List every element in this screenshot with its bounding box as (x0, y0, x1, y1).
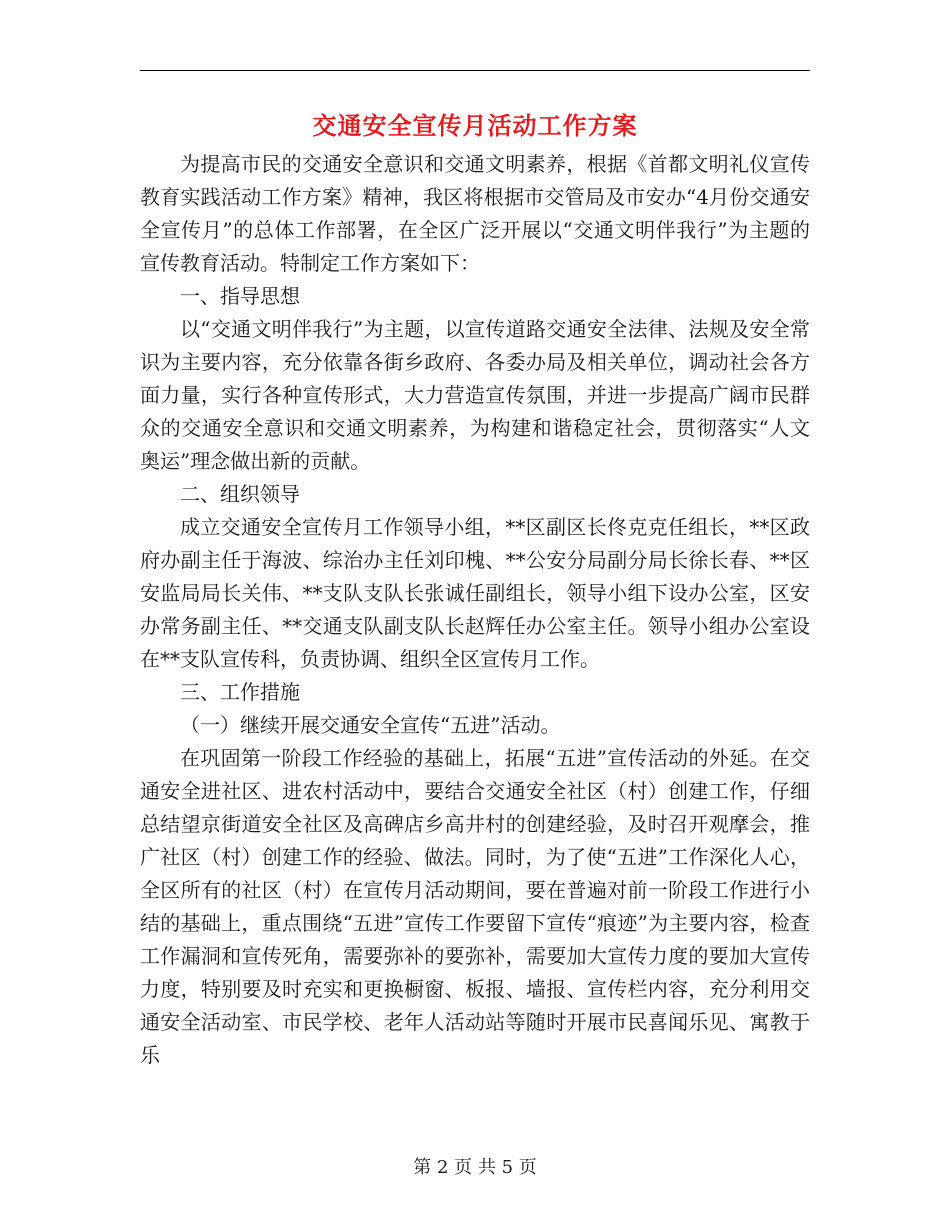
section-heading-guiding-ideology: 一、指导思想 (180, 284, 300, 308)
intro-paragraph: 为提高市民的交通安全意识和交通文明素养，根据《首都文明礼仪宣传教育实践活动工作方案》精神，我区将根据市交管局及市安办“4月份交通安全宣传月”的总体工作部署，在全区广泛开展以“交通文明伴我行”为主题的宣传教育活动。特制定工作方案如下： (140, 152, 810, 275)
page-footer: 第 2 页 共 5 页 (413, 1157, 537, 1178)
section-heading-organization: 二、组织领导 (180, 482, 300, 506)
section-paragraph-work-measures: 在巩固第一阶段工作经验的基础上，拓展“五进”宣传活动的外延。在交通安全进社区、进农村活动中，要结合交通安全社区（村）创建工作，仔细总结望京街道安全社区及高碑店乡高井村的创建经验，及时召开观摩会，推广社区（村）创建工作的经验、做法。同时，为了使“五进”工作深化人心，全区所有的社区（村）在宣传月活动期间，要在普遍对前一阶段工作进行小结的基础上，重点围绕“五进”宣传工作要留下宣传“痕迹”为主要内容，检查工作漏洞和宣传死角，需要弥补的要弥补，需要加大宣传力度的要加大宣传力度，特别要及时充实和更换橱窗、板报、墙报、宣传栏内容，充分利用交通安全活动室、市民学校、老年人活动站等随时开展市民喜闻乐见、寓教于乐 (140, 746, 810, 1067)
header-rule (140, 70, 810, 71)
document-title: 交通安全宣传月活动工作方案 (312, 111, 638, 140)
section-paragraph-guiding-ideology: 以“交通文明伴我行”为主题，以宣传道路交通安全法律、法规及安全常识为主要内容，充分依靠各街乡政府、各委办局及相关单位，调动社会各方面力量，实行各种宣传形式，大力营造宣传氛围，并进一步提高广阔市民群众的交通安全意识和交通文明素养，为构建和谐稳定社会，贯彻落实“人文奥运”理念做出新的贡献。 (140, 317, 810, 473)
section-paragraph-organization: 成立交通安全宣传月工作领导小组，**区副区长佟克克任组长，**区政府办副主任于海波、综治办主任刘印槐、**公安分局副分局长徐长春、**区安监局局长关伟、**支队支队长张诚任副组长，领导小组下设办公室，区安办常务副主任、**交通支队副支队长赵辉任办公室主任。领导小组办公室设在**支队宣传科，负责协调、组织全区宣传月工作。 (140, 515, 810, 671)
subsection-heading-five-entries: （一）继续开展交通安全宣传“五进”活动。 (180, 713, 561, 737)
document-body (140, 148, 810, 1072)
section-heading-work-measures: 三、工作措施 (180, 680, 300, 704)
